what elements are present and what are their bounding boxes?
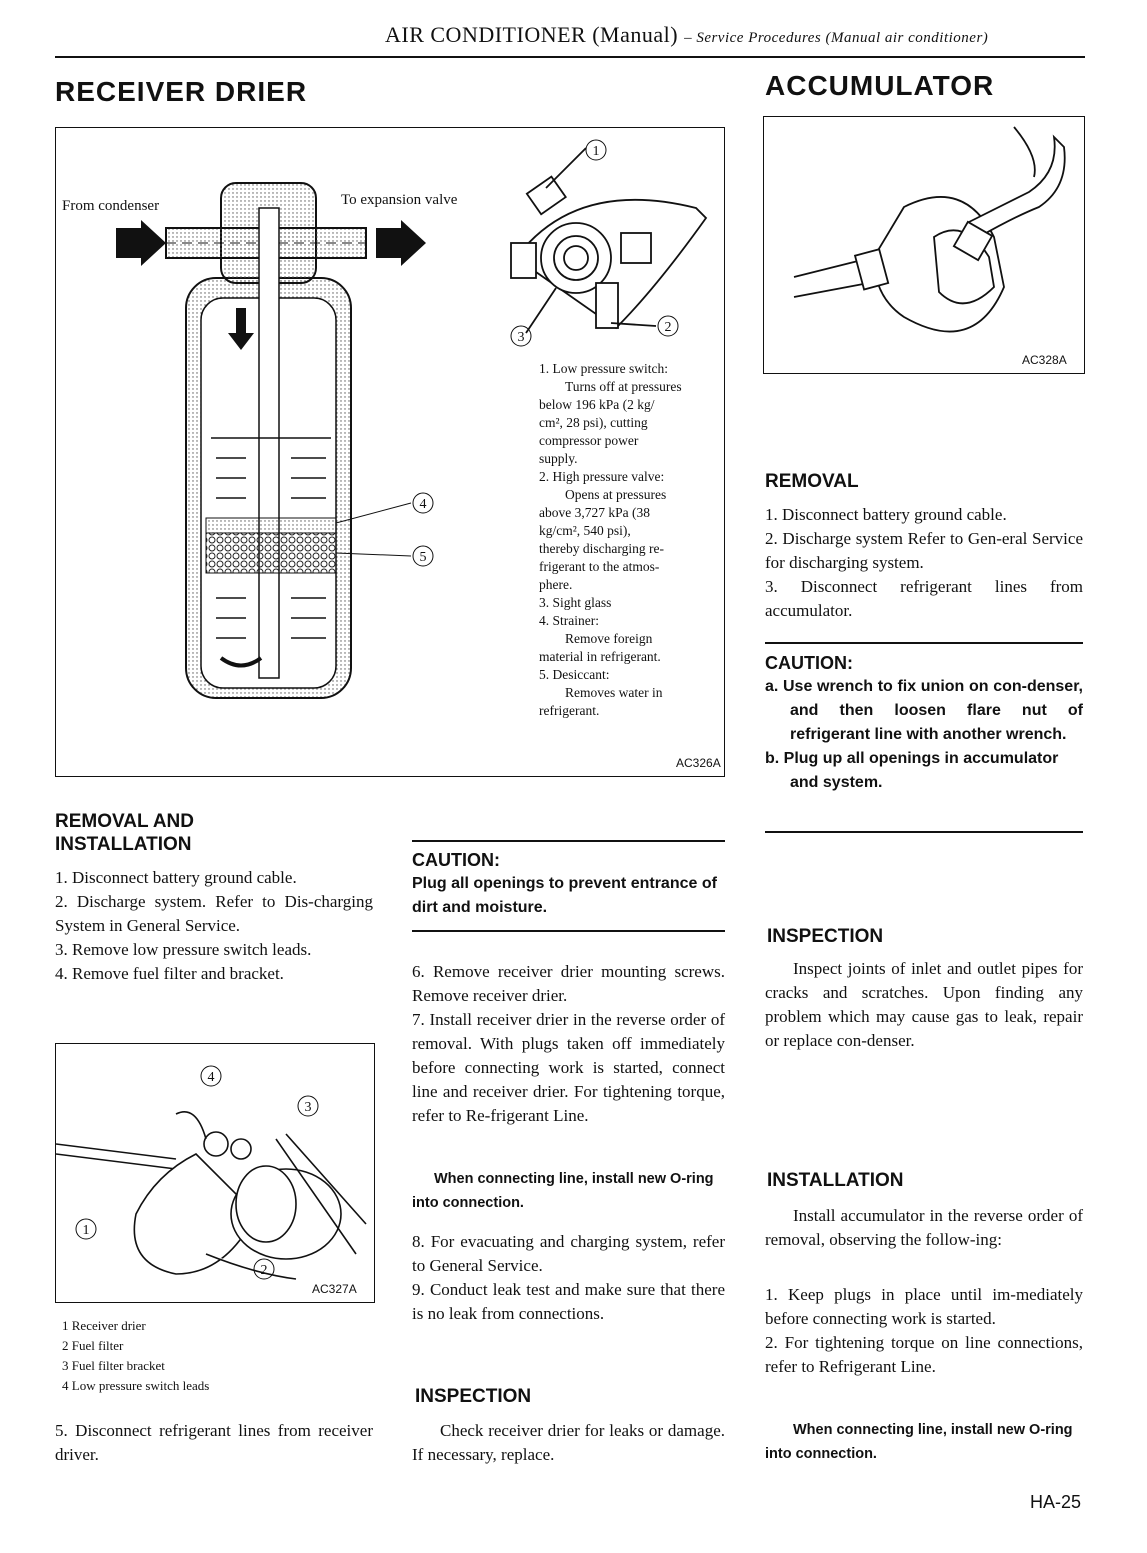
label-to-expansion-valve: To expansion valve	[341, 192, 458, 208]
accumulator-title: ACCUMULATOR	[765, 70, 995, 101]
step: 7. Install receiver drier in the reverse order of removal. With plugs taken off immediately before connecting work is started, connect line and receiver drier. For tightening torque, refer to Re-frigerant Line.	[412, 1010, 725, 1125]
fuel-filter-illustration	[56, 1044, 374, 1302]
middle-steps	[412, 960, 725, 1128]
callout-4: 4	[419, 497, 427, 512]
step: 6. Remove receiver drier mounting screws. Remove receiver drier.	[412, 962, 725, 1005]
legend-line: compressor power	[539, 433, 639, 448]
step: 1. Keep plugs in place until im-mediately before connecting work is started.	[765, 1285, 1083, 1328]
heading-line: INSTALLATION	[55, 834, 192, 855]
accumulator-installation-text: Install accumulator in the reverse order of removal, observing the follow-ing:	[765, 1206, 1083, 1249]
accumulator-removal-heading: REMOVAL	[765, 471, 859, 492]
step: 2. Discharge system. Refer to Dis-charging System in General Service.	[55, 892, 373, 935]
caution-text: Plug all openings to prevent entrance of dirt and moisture.	[412, 875, 717, 916]
middle-caution	[412, 848, 725, 920]
accumulator-inspection-heading: INSPECTION	[767, 926, 884, 947]
step: 1. Disconnect battery ground cable.	[55, 868, 297, 887]
callout-3: 3	[304, 1100, 312, 1115]
callout-1: 1	[82, 1223, 90, 1238]
accumulator-caution-top-rule	[765, 642, 1083, 644]
legend-line: kg/cm², 540 psi),	[539, 523, 631, 538]
callout-3: 3	[517, 330, 525, 345]
legend-line: above 3,727 kPa (38	[539, 505, 650, 520]
legend-line: frigerant to the atmos-	[539, 559, 660, 574]
heading-line: REMOVAL AND	[55, 811, 194, 832]
removal-steps	[55, 866, 373, 986]
legend-line: 2. High pressure valve:	[539, 469, 665, 484]
figure-code: AC326A	[676, 756, 721, 770]
legend-line: Opens at pressures	[565, 487, 667, 502]
callout-1: 1	[592, 144, 600, 159]
receiver-drier-legend	[539, 360, 724, 720]
accumulator-caution-bottom-rule	[765, 831, 1083, 833]
legend-line: Remove foreign	[565, 631, 653, 646]
label-from-condenser: From condenser	[62, 198, 160, 214]
middle-steps-2	[412, 1230, 725, 1326]
legend-line: supply.	[539, 451, 578, 466]
middle-inspection-text: Check receiver drier for leaks or damage. If necessary, replace.	[412, 1421, 725, 1464]
step: 8. For evacuating and charging system, refer to General Service.	[412, 1232, 725, 1275]
page-header	[385, 22, 988, 48]
header-rule	[55, 56, 1085, 58]
accumulator-inspection-text: Inspect joints of inlet and outlet pipes for cracks and scratches. Upon finding any problem which may cause gas to leak, repair or replace con-denser.	[765, 959, 1083, 1050]
accumulator-installation-heading: INSTALLATION	[767, 1170, 904, 1191]
fuel-filter-figure	[55, 1043, 375, 1303]
removal-installation-heading	[55, 810, 194, 856]
legend-line: Turns off at pressures	[565, 379, 682, 394]
caution-item-b: b. Plug up all openings in accumulator and system.	[765, 750, 1059, 791]
legend-line: below 196 kPa (2 kg/	[539, 397, 655, 412]
step: 4. Remove fuel filter and bracket.	[55, 964, 284, 983]
page-number: HA-25	[1030, 1492, 1082, 1512]
receiver-drier-figure	[55, 127, 725, 777]
caution-bottom-rule	[412, 930, 725, 932]
legend-line: 4. Strainer:	[539, 613, 599, 628]
step: 1. Disconnect battery ground cable.	[765, 505, 1007, 524]
legend-line: Removes water in	[565, 685, 663, 700]
step: 9. Conduct leak test and make sure that there is no leak from connections.	[412, 1280, 725, 1323]
caution-title: CAUTION:	[765, 653, 853, 673]
caution-top-rule	[412, 840, 725, 842]
middle-inspection-heading: INSPECTION	[415, 1386, 532, 1407]
caution-item-a: a. Use wrench to fix union on con-denser, and then loosen flare nut of refrigerant line with another wrench.	[765, 678, 1083, 743]
legend-line: refrigerant.	[539, 703, 600, 718]
legend-line: 1. Low pressure switch:	[539, 361, 668, 376]
accumulator-installation-steps	[765, 1283, 1083, 1379]
legend-item: 1 Receiver drier	[62, 1318, 146, 1333]
legend-line: material in refrigerant.	[539, 649, 661, 664]
legend-line: 5. Desiccant:	[539, 667, 610, 682]
legend-line: thereby discharging re-	[539, 541, 664, 556]
accumulator-note: When connecting line, install new O-ring into connection.	[765, 1422, 1073, 1462]
receiver-drier-title: RECEIVER DRIER	[55, 76, 308, 107]
legend-line: 3. Sight glass	[539, 595, 612, 610]
step: 3. Remove low pressure switch leads.	[55, 940, 312, 959]
header-title: AIR CONDITIONER (Manual)	[385, 22, 679, 47]
callout-4: 4	[207, 1070, 215, 1085]
accumulator-removal-steps	[765, 503, 1083, 623]
legend-line: phere.	[539, 577, 573, 592]
legend-item: 3 Fuel filter bracket	[62, 1358, 165, 1373]
step: 2. Discharge system Refer to Gen-eral Service for discharging system.	[765, 529, 1083, 572]
fuel-filter-figure-code: AC327A	[312, 1282, 357, 1296]
step-5: 5. Disconnect refrigerant lines from receiver driver.	[55, 1421, 373, 1464]
accumulator-caution	[765, 651, 1083, 795]
callout-2: 2	[260, 1263, 268, 1278]
legend-item: 2 Fuel filter	[62, 1338, 124, 1353]
header-subtitle: – Service Procedures (Manual air conditioner)	[684, 30, 989, 46]
accumulator-figure	[763, 116, 1085, 374]
accumulator-figure-code: AC328A	[1022, 353, 1067, 367]
step: 3. Disconnect refrigerant lines from accumulator.	[765, 577, 1083, 620]
accumulator-illustration	[764, 117, 1084, 373]
middle-note: When connecting line, install new O-ring into connection.	[412, 1171, 714, 1211]
fuel-filter-legend	[62, 1316, 209, 1396]
callout-2: 2	[664, 320, 672, 335]
step: 2. For tightening torque on line connections, refer to Refrigerant Line.	[765, 1333, 1083, 1376]
callout-5: 5	[419, 550, 427, 565]
caution-title: CAUTION:	[412, 850, 500, 870]
legend-item: 4 Low pressure switch leads	[62, 1378, 210, 1393]
legend-line: cm², 28 psi), cutting	[539, 415, 648, 430]
